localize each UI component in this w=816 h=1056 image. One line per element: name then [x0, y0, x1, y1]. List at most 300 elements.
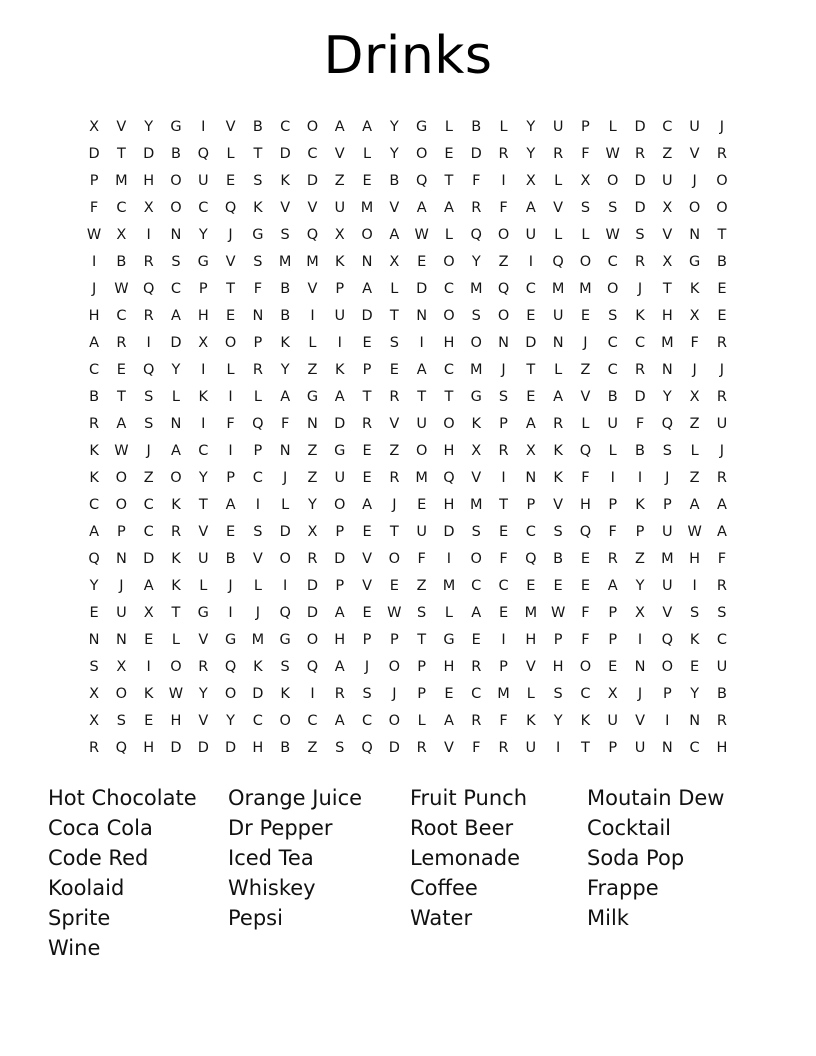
- letter-cell[interactable]: T: [417, 631, 427, 648]
- word-list-item[interactable]: Moutain Dew: [587, 786, 725, 811]
- letter-cell[interactable]: X: [89, 118, 100, 135]
- letter-cell[interactable]: P: [553, 631, 563, 648]
- letter-cell[interactable]: D: [334, 415, 346, 432]
- word-list-item[interactable]: Milk: [587, 906, 629, 931]
- letter-cell[interactable]: M: [551, 280, 565, 297]
- letter-cell[interactable]: A: [716, 496, 727, 513]
- letter-cell[interactable]: R: [307, 550, 318, 567]
- letter-cell[interactable]: Q: [443, 469, 455, 486]
- letter-cell[interactable]: X: [116, 658, 127, 675]
- letter-cell[interactable]: B: [607, 388, 618, 405]
- letter-cell[interactable]: J: [637, 280, 643, 297]
- letter-cell[interactable]: R: [498, 739, 509, 756]
- letter-cell[interactable]: O: [115, 685, 128, 702]
- letter-cell[interactable]: D: [252, 685, 264, 702]
- letter-cell[interactable]: U: [334, 469, 346, 486]
- letter-cell[interactable]: A: [334, 388, 345, 405]
- word-list-item[interactable]: Coca Cola: [48, 816, 153, 841]
- letter-cell[interactable]: O: [115, 469, 128, 486]
- letter-cell[interactable]: D: [279, 523, 291, 540]
- letter-cell[interactable]: E: [225, 172, 236, 189]
- letter-cell[interactable]: F: [280, 415, 290, 432]
- letter-cell[interactable]: Q: [306, 226, 319, 243]
- letter-cell[interactable]: J: [665, 469, 670, 486]
- letter-cell[interactable]: J: [692, 361, 697, 378]
- letter-cell[interactable]: G: [443, 631, 455, 648]
- letter-cell[interactable]: D: [197, 739, 209, 756]
- letter-cell[interactable]: R: [170, 523, 182, 540]
- letter-cell[interactable]: A: [334, 604, 345, 621]
- letter-cell[interactable]: V: [662, 604, 673, 621]
- letter-cell[interactable]: M: [415, 469, 428, 486]
- letter-cell[interactable]: R: [89, 739, 100, 756]
- letter-cell[interactable]: Y: [198, 226, 208, 243]
- letter-cell[interactable]: C: [198, 199, 209, 216]
- letter-cell[interactable]: S: [471, 523, 481, 540]
- letter-cell[interactable]: V: [280, 199, 291, 216]
- letter-cell[interactable]: Y: [280, 361, 290, 378]
- letter-cell[interactable]: P: [581, 118, 590, 135]
- letter-cell[interactable]: L: [171, 388, 181, 405]
- letter-cell[interactable]: O: [115, 496, 128, 513]
- word-list-item[interactable]: Pepsi: [228, 906, 283, 931]
- letter-cell[interactable]: O: [306, 631, 319, 648]
- word-list-item[interactable]: Root Beer: [410, 816, 514, 841]
- letter-cell[interactable]: O: [607, 172, 619, 189]
- letter-cell[interactable]: R: [498, 442, 509, 459]
- letter-cell[interactable]: O: [579, 253, 592, 270]
- letter-cell[interactable]: E: [144, 712, 154, 729]
- letter-cell[interactable]: E: [116, 361, 126, 378]
- letter-cell[interactable]: N: [115, 550, 127, 567]
- letter-cell[interactable]: R: [198, 658, 209, 675]
- letter-cell[interactable]: Y: [389, 118, 399, 135]
- letter-cell[interactable]: I: [228, 442, 233, 459]
- letter-cell[interactable]: X: [334, 226, 345, 243]
- letter-cell[interactable]: V: [252, 550, 263, 567]
- letter-cell[interactable]: B: [553, 550, 564, 567]
- letter-cell[interactable]: O: [170, 172, 182, 189]
- letter-cell[interactable]: E: [362, 334, 372, 351]
- letter-cell[interactable]: P: [499, 415, 508, 432]
- letter-cell[interactable]: R: [389, 388, 400, 405]
- letter-cell[interactable]: K: [280, 685, 290, 702]
- word-list-item[interactable]: Code Red: [48, 846, 149, 871]
- letter-cell[interactable]: V: [443, 739, 454, 756]
- letter-cell[interactable]: M: [579, 280, 592, 297]
- letter-cell[interactable]: U: [607, 712, 619, 729]
- letter-cell[interactable]: V: [334, 145, 345, 162]
- letter-cell[interactable]: E: [389, 361, 399, 378]
- letter-cell[interactable]: V: [635, 712, 645, 729]
- letter-cell[interactable]: K: [553, 469, 563, 486]
- letter-cell[interactable]: H: [252, 739, 264, 756]
- word-list-item[interactable]: Frappe: [587, 876, 659, 901]
- letter-cell[interactable]: X: [525, 442, 536, 459]
- letter-cell[interactable]: J: [719, 442, 725, 459]
- letter-cell[interactable]: W: [687, 523, 702, 540]
- letter-cell[interactable]: V: [471, 469, 482, 486]
- letter-cell[interactable]: N: [307, 415, 318, 432]
- word-list-item[interactable]: Coffee: [410, 876, 478, 901]
- letter-cell[interactable]: Z: [662, 145, 673, 162]
- letter-cell[interactable]: S: [690, 604, 700, 621]
- letter-cell[interactable]: I: [283, 577, 288, 594]
- letter-cell[interactable]: U: [716, 658, 728, 675]
- letter-cell[interactable]: A: [389, 226, 400, 243]
- letter-cell[interactable]: C: [471, 577, 482, 594]
- letter-cell[interactable]: N: [525, 469, 537, 486]
- letter-cell[interactable]: Q: [579, 523, 592, 540]
- letter-cell[interactable]: N: [689, 712, 701, 729]
- letter-cell[interactable]: C: [689, 739, 700, 756]
- letter-cell[interactable]: C: [307, 145, 318, 162]
- letter-cell[interactable]: R: [498, 145, 509, 162]
- letter-cell[interactable]: J: [501, 361, 506, 378]
- letter-cell[interactable]: D: [279, 145, 291, 162]
- letter-cell[interactable]: O: [497, 307, 510, 324]
- letter-cell[interactable]: R: [116, 334, 127, 351]
- letter-cell[interactable]: K: [689, 280, 700, 297]
- letter-cell[interactable]: R: [716, 469, 727, 486]
- letter-cell[interactable]: H: [579, 496, 591, 513]
- letter-cell[interactable]: P: [499, 658, 508, 675]
- letter-cell[interactable]: D: [388, 739, 400, 756]
- letter-cell[interactable]: V: [580, 388, 591, 405]
- letter-cell[interactable]: K: [143, 685, 154, 702]
- letter-cell[interactable]: J: [255, 604, 260, 621]
- letter-cell[interactable]: P: [417, 685, 427, 702]
- letter-cell[interactable]: A: [471, 604, 482, 621]
- letter-cell[interactable]: K: [553, 442, 563, 459]
- letter-cell[interactable]: Q: [525, 550, 537, 567]
- word-list-item[interactable]: Whiskey: [228, 876, 316, 901]
- letter-cell[interactable]: N: [88, 631, 100, 648]
- letter-cell[interactable]: V: [389, 415, 400, 432]
- letter-cell[interactable]: M: [442, 577, 456, 594]
- letter-cell[interactable]: U: [334, 307, 346, 324]
- letter-cell[interactable]: F: [499, 712, 508, 729]
- letter-cell[interactable]: N: [115, 631, 127, 648]
- letter-cell[interactable]: S: [471, 307, 481, 324]
- letter-cell[interactable]: E: [498, 523, 509, 540]
- letter-cell[interactable]: I: [310, 685, 315, 702]
- letter-cell[interactable]: E: [389, 577, 399, 594]
- letter-cell[interactable]: P: [335, 523, 345, 540]
- letter-cell[interactable]: Z: [689, 469, 700, 486]
- letter-cell[interactable]: P: [389, 631, 399, 648]
- letter-cell[interactable]: O: [607, 280, 619, 297]
- letter-cell[interactable]: N: [252, 307, 264, 324]
- letter-cell[interactable]: V: [553, 199, 564, 216]
- letter-cell[interactable]: O: [170, 199, 182, 216]
- letter-cell[interactable]: E: [144, 631, 154, 648]
- letter-cell[interactable]: E: [526, 307, 536, 324]
- letter-cell[interactable]: N: [361, 253, 373, 270]
- letter-cell[interactable]: Q: [470, 226, 482, 243]
- letter-cell[interactable]: M: [360, 199, 374, 216]
- letter-cell[interactable]: E: [690, 658, 700, 675]
- letter-cell[interactable]: O: [388, 712, 401, 729]
- letter-cell[interactable]: L: [281, 496, 290, 513]
- letter-cell[interactable]: O: [443, 253, 455, 270]
- letter-cell[interactable]: I: [255, 496, 260, 513]
- letter-cell[interactable]: Z: [689, 415, 700, 432]
- letter-cell[interactable]: X: [689, 307, 700, 324]
- letter-cell[interactable]: W: [168, 685, 184, 702]
- letter-cell[interactable]: F: [581, 631, 590, 648]
- letter-cell[interactable]: A: [362, 118, 373, 135]
- letter-cell[interactable]: T: [717, 226, 727, 243]
- letter-cell[interactable]: O: [224, 334, 237, 351]
- letter-cell[interactable]: U: [607, 415, 619, 432]
- letter-cell[interactable]: M: [661, 334, 674, 351]
- letter-cell[interactable]: W: [387, 604, 402, 621]
- letter-cell[interactable]: E: [580, 550, 591, 567]
- letter-cell[interactable]: B: [252, 118, 263, 135]
- letter-cell[interactable]: X: [89, 685, 100, 702]
- letter-cell[interactable]: S: [608, 307, 618, 324]
- letter-cell[interactable]: E: [553, 577, 563, 594]
- word-list-item[interactable]: Soda Pop: [587, 846, 685, 871]
- letter-cell[interactable]: L: [608, 118, 617, 135]
- letter-cell[interactable]: D: [634, 388, 646, 405]
- letter-cell[interactable]: G: [306, 388, 319, 405]
- letter-cell[interactable]: L: [363, 145, 372, 162]
- letter-cell[interactable]: U: [662, 172, 673, 189]
- word-list-item[interactable]: Lemonade: [410, 846, 520, 871]
- letter-cell[interactable]: R: [252, 361, 263, 378]
- letter-cell[interactable]: Z: [334, 172, 345, 189]
- letter-cell[interactable]: R: [634, 145, 646, 162]
- letter-cell[interactable]: C: [498, 577, 509, 594]
- letter-cell[interactable]: B: [280, 307, 291, 324]
- letter-cell[interactable]: W: [414, 226, 429, 243]
- letter-cell[interactable]: Z: [580, 361, 591, 378]
- letter-cell[interactable]: M: [469, 496, 483, 513]
- letter-cell[interactable]: Y: [226, 712, 235, 729]
- letter-cell[interactable]: M: [524, 604, 538, 621]
- letter-cell[interactable]: F: [472, 739, 481, 756]
- letter-cell[interactable]: Q: [279, 604, 291, 621]
- letter-cell[interactable]: P: [226, 469, 235, 486]
- letter-cell[interactable]: P: [253, 442, 263, 459]
- letter-cell[interactable]: Z: [307, 469, 318, 486]
- letter-cell[interactable]: J: [392, 496, 397, 513]
- letter-grid[interactable]: [80, 113, 735, 761]
- letter-cell[interactable]: J: [146, 442, 151, 459]
- letter-cell[interactable]: B: [389, 172, 400, 189]
- letter-cell[interactable]: U: [525, 226, 537, 243]
- letter-cell[interactable]: D: [634, 118, 646, 135]
- letter-cell[interactable]: D: [143, 550, 155, 567]
- letter-cell[interactable]: G: [170, 118, 182, 135]
- letter-cell[interactable]: J: [719, 118, 725, 135]
- letter-cell[interactable]: C: [716, 631, 727, 648]
- letter-cell[interactable]: C: [607, 253, 618, 270]
- letter-cell[interactable]: Q: [88, 550, 100, 567]
- letter-cell[interactable]: P: [89, 172, 99, 189]
- letter-cell[interactable]: V: [307, 199, 318, 216]
- letter-cell[interactable]: E: [526, 388, 536, 405]
- letter-cell[interactable]: O: [497, 226, 510, 243]
- letter-cell[interactable]: N: [416, 307, 428, 324]
- letter-cell[interactable]: T: [226, 280, 235, 297]
- letter-cell[interactable]: C: [607, 334, 618, 351]
- letter-cell[interactable]: L: [581, 226, 590, 243]
- letter-cell[interactable]: V: [362, 577, 373, 594]
- letter-cell[interactable]: K: [471, 415, 481, 432]
- letter-cell[interactable]: U: [716, 415, 728, 432]
- letter-cell[interactable]: Q: [142, 280, 155, 297]
- letter-cell[interactable]: V: [525, 658, 536, 675]
- letter-cell[interactable]: O: [443, 415, 455, 432]
- letter-cell[interactable]: F: [581, 469, 590, 486]
- letter-cell[interactable]: A: [553, 388, 564, 405]
- word-list-item[interactable]: Koolaid: [48, 876, 125, 901]
- letter-cell[interactable]: H: [197, 307, 209, 324]
- letter-cell[interactable]: I: [501, 631, 506, 648]
- letter-cell[interactable]: S: [171, 253, 181, 270]
- letter-cell[interactable]: L: [308, 334, 317, 351]
- letter-cell[interactable]: A: [116, 415, 127, 432]
- letter-cell[interactable]: O: [361, 226, 373, 243]
- letter-cell[interactable]: A: [716, 523, 727, 540]
- letter-cell[interactable]: E: [362, 469, 372, 486]
- letter-cell[interactable]: U: [416, 415, 427, 432]
- letter-cell[interactable]: C: [471, 685, 482, 702]
- letter-cell[interactable]: N: [689, 226, 701, 243]
- letter-cell[interactable]: I: [637, 469, 643, 486]
- letter-cell[interactable]: T: [389, 523, 399, 540]
- word-list-item[interactable]: Dr Pepper: [228, 816, 333, 841]
- letter-cell[interactable]: V: [553, 496, 564, 513]
- letter-cell[interactable]: P: [608, 604, 618, 621]
- letter-cell[interactable]: J: [719, 361, 725, 378]
- letter-cell[interactable]: R: [143, 307, 154, 324]
- letter-cell[interactable]: O: [334, 496, 346, 513]
- letter-cell[interactable]: L: [417, 712, 426, 729]
- letter-cell[interactable]: P: [608, 739, 618, 756]
- letter-cell[interactable]: T: [581, 739, 590, 756]
- letter-cell[interactable]: F: [499, 199, 508, 216]
- letter-cell[interactable]: J: [283, 469, 288, 486]
- letter-cell[interactable]: G: [279, 631, 291, 648]
- letter-cell[interactable]: B: [116, 253, 127, 270]
- letter-cell[interactable]: R: [716, 712, 727, 729]
- letter-cell[interactable]: I: [310, 307, 315, 324]
- letter-cell[interactable]: T: [116, 145, 126, 162]
- word-list-item[interactable]: Water: [410, 906, 473, 931]
- letter-cell[interactable]: A: [362, 496, 373, 513]
- letter-cell[interactable]: K: [253, 199, 263, 216]
- letter-cell[interactable]: G: [334, 442, 346, 459]
- letter-cell[interactable]: K: [171, 550, 181, 567]
- letter-cell[interactable]: C: [525, 280, 536, 297]
- letter-cell[interactable]: Q: [661, 415, 674, 432]
- letter-cell[interactable]: V: [225, 118, 236, 135]
- letter-cell[interactable]: I: [201, 361, 206, 378]
- letter-cell[interactable]: I: [528, 253, 533, 270]
- letter-cell[interactable]: P: [335, 280, 345, 297]
- letter-cell[interactable]: S: [553, 685, 563, 702]
- letter-cell[interactable]: D: [306, 604, 319, 621]
- letter-cell[interactable]: C: [280, 118, 291, 135]
- letter-cell[interactable]: L: [444, 226, 453, 243]
- letter-cell[interactable]: I: [146, 658, 151, 675]
- letter-cell[interactable]: K: [635, 496, 645, 513]
- letter-cell[interactable]: O: [470, 550, 482, 567]
- letter-cell[interactable]: C: [443, 280, 454, 297]
- letter-cell[interactable]: N: [661, 739, 673, 756]
- letter-cell[interactable]: P: [362, 631, 372, 648]
- letter-cell[interactable]: Q: [142, 361, 155, 378]
- letter-cell[interactable]: V: [198, 712, 209, 729]
- letter-cell[interactable]: B: [280, 280, 291, 297]
- word-list-item[interactable]: Orange Juice: [228, 786, 363, 811]
- letter-cell[interactable]: O: [716, 199, 728, 216]
- letter-cell[interactable]: A: [143, 577, 154, 594]
- letter-cell[interactable]: Y: [198, 469, 208, 486]
- letter-cell[interactable]: O: [415, 145, 428, 162]
- letter-cell[interactable]: V: [389, 199, 400, 216]
- letter-cell[interactable]: T: [362, 388, 372, 405]
- letter-cell[interactable]: R: [634, 253, 646, 270]
- letter-cell[interactable]: T: [253, 145, 263, 162]
- letter-cell[interactable]: S: [717, 604, 727, 621]
- letter-cell[interactable]: Y: [526, 145, 536, 162]
- letter-cell[interactable]: Z: [143, 469, 154, 486]
- letter-cell[interactable]: Q: [306, 658, 319, 675]
- letter-cell[interactable]: Q: [115, 739, 128, 756]
- letter-cell[interactable]: O: [661, 658, 674, 675]
- letter-cell[interactable]: V: [307, 280, 318, 297]
- letter-cell[interactable]: M: [278, 253, 292, 270]
- letter-cell[interactable]: Y: [389, 145, 399, 162]
- letter-cell[interactable]: K: [635, 307, 645, 324]
- letter-cell[interactable]: W: [86, 226, 102, 243]
- word-list-item[interactable]: Iced Tea: [228, 846, 314, 871]
- letter-cell[interactable]: A: [171, 442, 181, 459]
- letter-cell[interactable]: T: [389, 307, 399, 324]
- letter-cell[interactable]: J: [228, 226, 233, 243]
- letter-cell[interactable]: V: [362, 550, 373, 567]
- letter-cell[interactable]: L: [499, 118, 508, 135]
- letter-cell[interactable]: G: [416, 118, 428, 135]
- letter-cell[interactable]: Y: [198, 685, 208, 702]
- letter-cell[interactable]: A: [362, 280, 373, 297]
- letter-cell[interactable]: U: [116, 604, 127, 621]
- letter-cell[interactable]: B: [89, 388, 100, 405]
- word-list-item[interactable]: Fruit Punch: [410, 786, 528, 811]
- letter-cell[interactable]: I: [501, 172, 506, 189]
- letter-cell[interactable]: E: [526, 577, 536, 594]
- letter-cell[interactable]: K: [253, 658, 263, 675]
- letter-cell[interactable]: S: [280, 658, 290, 675]
- letter-cell[interactable]: E: [362, 172, 372, 189]
- letter-cell[interactable]: W: [550, 604, 566, 621]
- letter-cell[interactable]: T: [499, 496, 508, 513]
- letter-cell[interactable]: E: [717, 280, 727, 297]
- letter-cell[interactable]: M: [251, 631, 265, 648]
- letter-cell[interactable]: T: [444, 172, 454, 189]
- letter-cell[interactable]: L: [690, 442, 699, 459]
- letter-cell[interactable]: T: [116, 388, 126, 405]
- letter-cell[interactable]: G: [197, 604, 209, 621]
- letter-cell[interactable]: H: [443, 496, 455, 513]
- letter-cell[interactable]: O: [415, 442, 428, 459]
- letter-cell[interactable]: X: [89, 712, 100, 729]
